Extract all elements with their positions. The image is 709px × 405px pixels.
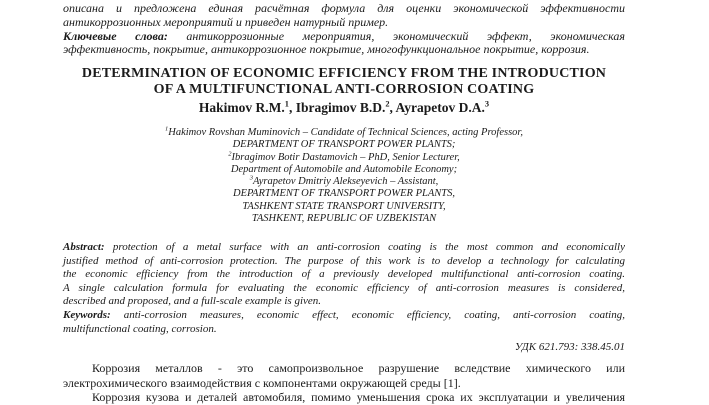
- keywords-ru-line: [63, 30, 625, 44]
- keywords-line: [63, 309, 625, 323]
- affiliation-text: DEPARTMENT OF TRANSPORT POWER PLANTS,: [233, 188, 455, 200]
- affiliations-block: [63, 127, 625, 225]
- body-paragraph-line: электрохимического взаимодействия с компонентами окружающей среды [1].: [63, 375, 461, 390]
- article-title-block: [63, 66, 625, 115]
- author-separator: ,: [288, 100, 296, 115]
- affiliation-line: [63, 188, 625, 200]
- affiliation-text: Ayrapetov Dmitriy Alekseyevich – Assistant,: [252, 176, 439, 188]
- paragraph-line: антикоррозионных мероприятий и приведен натурный пример.: [63, 14, 389, 29]
- affiliation-text: TASHKENT, REPUBLIC OF UZBEKISTAN: [251, 213, 437, 225]
- affiliation-line: [63, 152, 625, 164]
- body-paragraph-line: Коррозия кузова и деталей автомобиля, помимо уменьшения срока их эксплуатации и увеличения: [92, 390, 625, 405]
- udk-classification: УДК 621.793: 338.45.01: [514, 341, 625, 353]
- affiliation-text: Hakimov Rovshan Muminovich – Candidate of Technical Sciences, acting Professor,: [168, 127, 523, 138]
- affiliation-line: [63, 201, 625, 213]
- affiliation-line: [63, 213, 625, 225]
- abstract-line: [63, 241, 625, 255]
- author-name: Ayrapetov D.A.: [395, 100, 485, 115]
- author-superscript: 3: [484, 99, 490, 109]
- affiliation-superscript: 2: [228, 150, 232, 158]
- keywords-ru-line: эффективность, покрытие, антикоррозионное покрытие, многофункциональное покрытие, коррозия.: [63, 42, 590, 57]
- author-superscript: 1: [284, 99, 289, 109]
- affiliation-superscript: 1: [165, 125, 169, 133]
- article-title-line: DETERMINATION OF ECONOMIC EFFICIENCY FROM THE INTRODUCTION: [81, 66, 607, 81]
- body-paragraph-line: Коррозия металлов - это самопроизвольное разрушение вследствие химического или: [92, 361, 625, 375]
- article-title-line: OF A MULTIFUNCTIONAL ANTI-CORROSION COATING: [153, 82, 535, 97]
- affiliation-text: TASHKENT STATE TRANSPORT UNIVERSITY,: [242, 200, 446, 212]
- body-text-block: [63, 361, 625, 405]
- abstract-line: the economic efficiency from the introduction of a previously developed multifunctional anti-corrosion coating.: [63, 268, 625, 281]
- keywords-text: anti-corrosion measures, economic effect, economic efficiency, coating, anti-corrosion coating,: [110, 308, 625, 321]
- abstract-text: protection of a metal surface with an anti-corrosion coating is the most common and economically: [104, 241, 625, 253]
- abstract-block: [63, 241, 625, 336]
- keywords-ru-label: Ключевые слова:: [63, 28, 168, 43]
- authors-line: [63, 100, 625, 115]
- affiliation-line: [63, 139, 625, 151]
- author-name: Hakimov R.M.: [198, 100, 285, 115]
- affiliation-line: [63, 164, 625, 176]
- affiliation-text: Department of Automobile and Automobile Economy;: [230, 163, 458, 175]
- affiliation-text: DEPARTMENT OF TRANSPORT POWER PLANTS;: [232, 139, 456, 151]
- affiliation-superscript: 3: [249, 174, 253, 182]
- abstract-line: described and proposed, and a full-scale example is given.: [63, 295, 322, 308]
- affiliation-line: [63, 176, 625, 188]
- affiliation-text: Ibragimov Botir Dastamovich – PhD, Senior Lecturer,: [231, 151, 460, 163]
- abstract-label: Abstract:: [63, 241, 105, 253]
- author-name: Ibragimov B.D.: [295, 100, 386, 115]
- abstract-line: A single calculation formula for evaluating the economic efficiency of anti-corrosion measures is considered,: [63, 281, 625, 294]
- paragraph-line: описана и предложена единая расчётная формула для оценки экономической эффективности: [63, 1, 625, 15]
- author-superscript: 2: [385, 99, 390, 109]
- keywords-line: multifunctional coating, corrosion.: [63, 322, 217, 335]
- keywords-ru-text: антикоррозионные мероприятия, экономический эффект, экономическая: [167, 28, 626, 43]
- previous-paragraph-continuation: [63, 2, 625, 57]
- keywords-label: Keywords:: [63, 308, 111, 321]
- author-separator: ,: [389, 100, 396, 115]
- affiliation-line: [63, 127, 625, 139]
- abstract-line: justified method of anti-corrosion protection. The purpose of this work is to develop a technology for calculating: [63, 254, 625, 267]
